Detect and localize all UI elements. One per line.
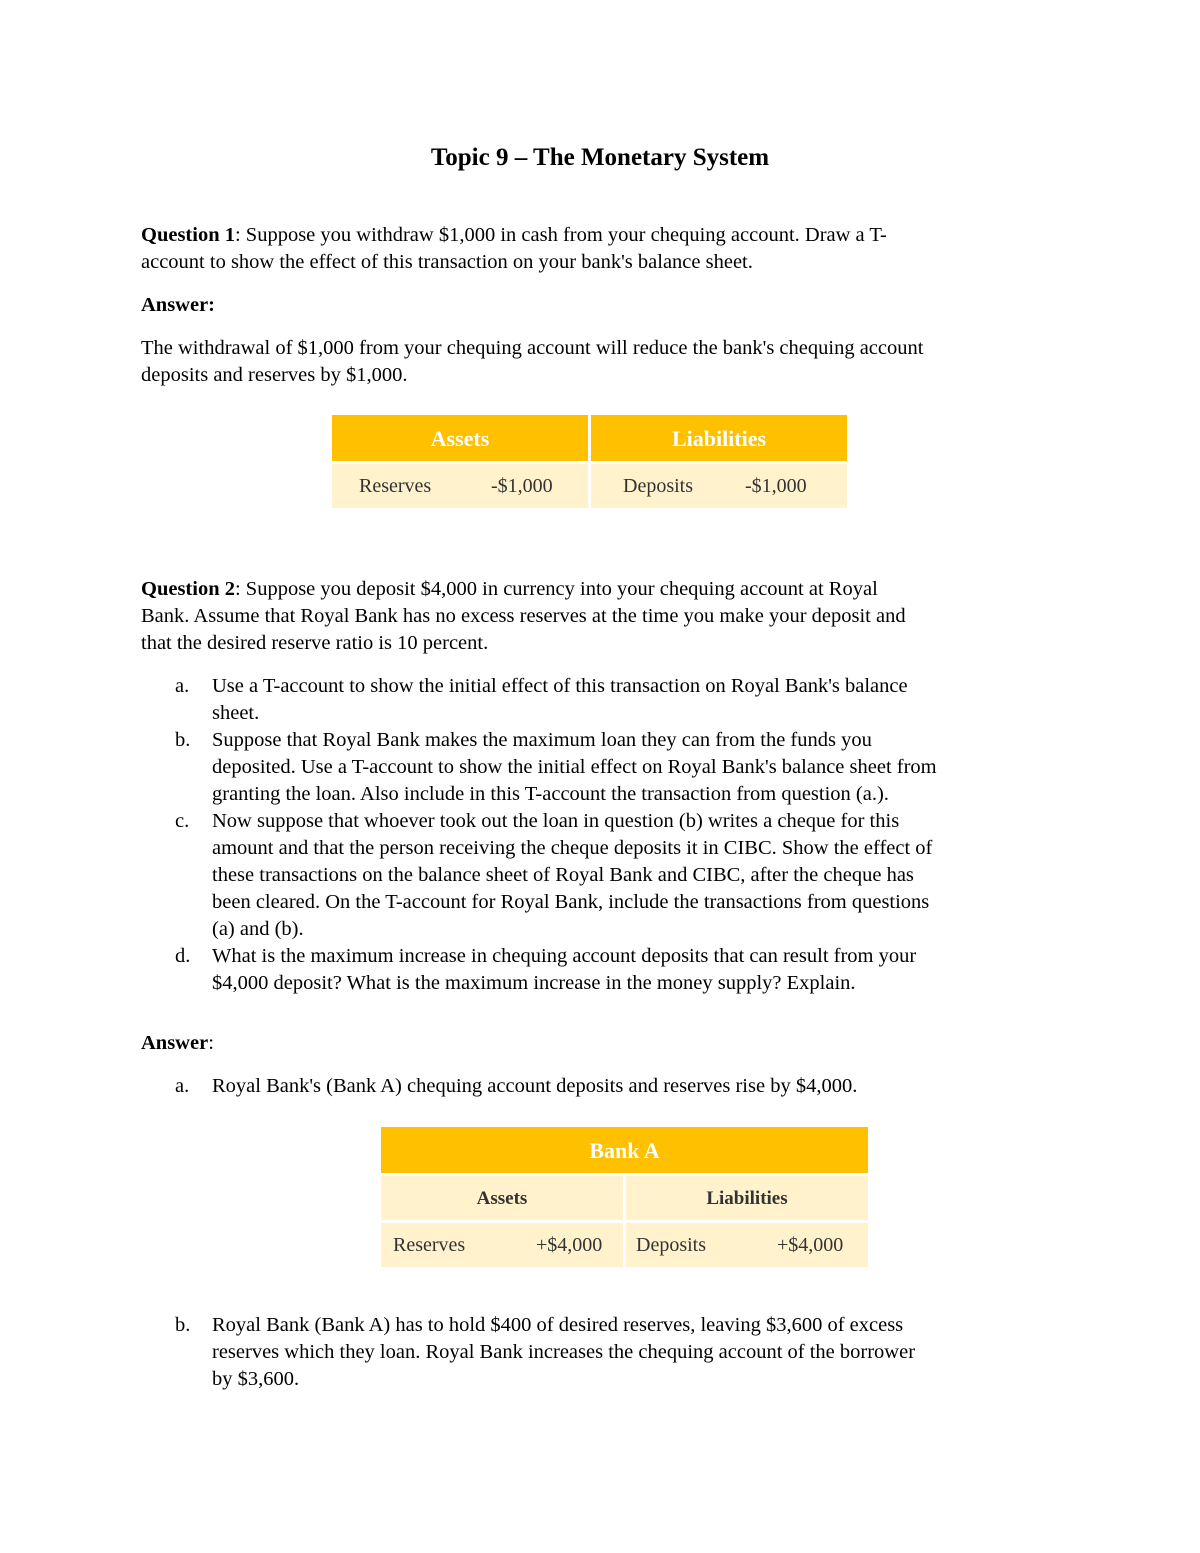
list-item-marker: a. [175,675,190,697]
t-account-1-liability-label: Deposits [623,475,693,497]
list-item-line: reserves which they loan. Royal Bank increases the chequing account of the borrower [212,1341,916,1363]
t-account-1-assets-cell [332,464,588,508]
question-2-answer-a [141,1073,1061,1100]
t-account-bank-a-liabilities-cell [626,1223,868,1267]
question-2-text-line1: : Suppose you deposit $4,000 in currency into your chequing account at Royal [234,578,878,600]
list-item [141,1073,1061,1100]
list-item-marker: a. [175,1075,190,1097]
question-1-text: : Suppose you withdraw $1,000 in cash from your chequing account. Draw a T- [234,224,887,246]
t-account-bank-a-assets-header: Assets [381,1176,623,1220]
t-account-bank-a-assets-cell [381,1223,623,1267]
question-1-answer-line1: The withdrawal of $1,000 from your chequing account will reduce the bank's chequing account [141,337,924,359]
list-item-line: by $3,600. [212,1368,300,1390]
list-item [141,673,1061,727]
question-2-answer-label: Answer [141,1032,209,1054]
list-item-line: Royal Bank's (Bank A) chequing account deposits and reserves rise by $4,000. [212,1075,858,1097]
page-title: Topic 9 – The Monetary System [430,144,770,171]
list-item-line: Royal Bank (Bank A) has to hold $400 of desired reserves, leaving $3,600 of excess [212,1314,904,1336]
list-item-marker: b. [175,729,191,751]
question-2-answer-b [141,1312,1061,1393]
list-item-line: deposited. Use a T-account to show the initial effect on Royal Bank's balance sheet from [212,756,937,778]
question-2-parts-list [141,673,1061,997]
list-item-line: Suppose that Royal Bank makes the maximum loan they can from the funds you [212,729,872,751]
list-item-marker: c. [175,810,190,832]
t-account-table-bank-a [378,1124,871,1270]
question-2-answer-heading [141,1030,1061,1057]
t-account-1-liabilities-header: Liabilities [591,415,847,461]
list-item-line: these transactions on the balance sheet of Royal Bank and CIBC, after the cheque has [212,864,914,886]
question-1-answer [141,335,1061,389]
question-2 [141,576,1061,657]
t-account-bank-a-liability-value: +$4,000 [777,1234,844,1256]
list-item-marker: b. [175,1314,191,1336]
list-item [141,808,1061,943]
t-account-table-1 [329,412,850,511]
list-item-line: $4,000 deposit? What is the maximum increase in the money supply? Explain. [212,972,856,994]
list-item-line: granting the loan. Also include in this T-account the transaction from question (a.). [212,783,889,805]
list-item [141,1312,1061,1393]
list-item-line: What is the maximum increase in chequing account deposits that can result from your [212,945,917,967]
question-2-text-line3: that the desired reserve ratio is 10 percent. [141,632,489,654]
list-item-line: been cleared. On the T-account for Royal Bank, include the transactions from questions [212,891,930,913]
list-item-line: Now suppose that whoever took out the loan in question (b) writes a cheque for this [212,810,900,832]
question-1-text-line2: account to show the effect of this transaction on your bank's balance sheet. [141,251,753,273]
list-item-line: sheet. [212,702,260,724]
question-1-answer-label: Answer: [141,294,216,316]
t-account-bank-a-asset-label: Reserves [393,1234,466,1256]
question-2-text-line2: Bank. Assume that Royal Bank has no excess reserves at the time you make your deposit and [141,605,906,627]
t-account-1-liability-value: -$1,000 [745,475,807,497]
t-account-bank-a-liability-label: Deposits [636,1234,706,1256]
t-account-bank-a-asset-value: +$4,000 [536,1234,603,1256]
t-account-bank-a-header: Bank A [381,1127,868,1173]
question-2-label: Question 2 [141,578,235,600]
t-account-1-assets-header: Assets [332,415,588,461]
list-item [141,943,1061,997]
question-1 [141,222,1061,276]
t-account-bank-a-liabilities-header: Liabilities [626,1176,868,1220]
question-1-answer-line2: deposits and reserves by $1,000. [141,364,408,386]
list-item-line: amount and that the person receiving the cheque deposits it in CIBC. Show the effect of [212,837,933,859]
list-item-marker: d. [175,945,191,967]
list-item-line: (a) and (b). [212,918,304,940]
question-2-answer-colon: : [208,1032,214,1054]
t-account-1-asset-label: Reserves [359,475,432,497]
question-1-label: Question 1 [141,224,235,246]
t-account-1-asset-value: -$1,000 [491,475,553,497]
list-item-line: Use a T-account to show the initial effect of this transaction on Royal Bank's balance [212,675,908,697]
list-item [141,727,1061,808]
t-account-1-liabilities-cell [591,464,847,508]
